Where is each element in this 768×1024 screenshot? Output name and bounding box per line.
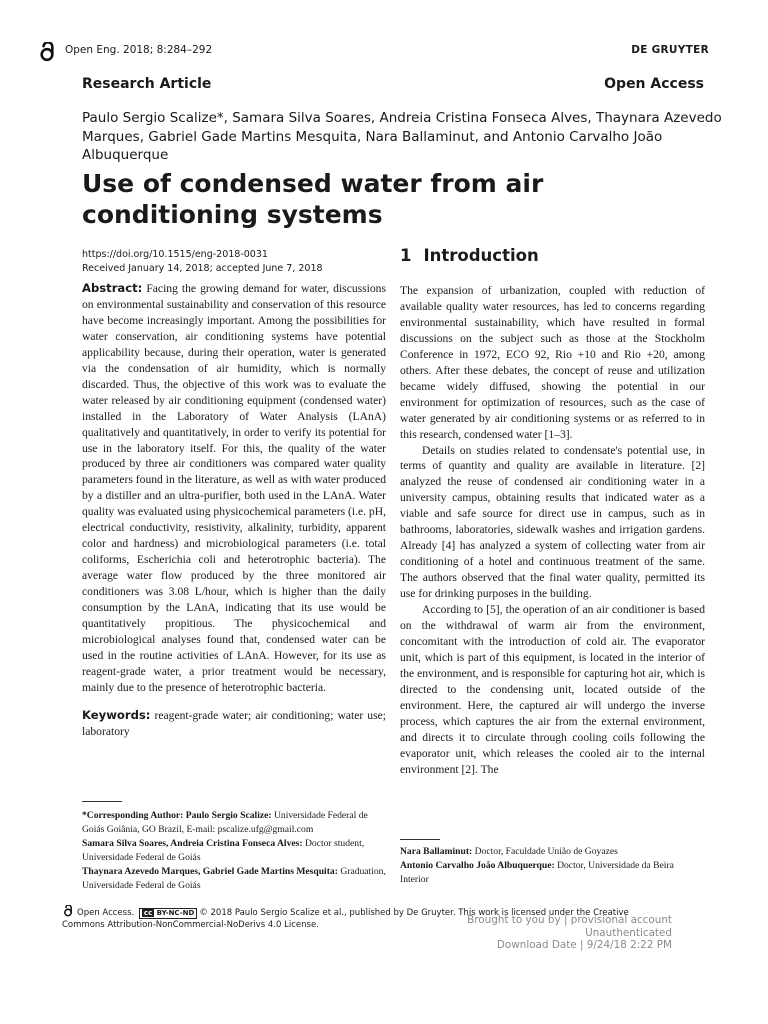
footnote <box>82 809 386 837</box>
footnote-affiliation: Graduation, Universidade Federal de Goiás <box>82 866 386 891</box>
footnotes-left <box>82 809 386 893</box>
open-access-icon <box>37 42 57 62</box>
open-access-text: Open Access. <box>77 908 135 918</box>
introduction-body <box>400 283 705 778</box>
received-dates: Received January 14, 2018; accepted June 7, 2018 <box>82 263 323 274</box>
watermark-line: Brought to you by | provisional account <box>467 914 672 926</box>
body-paragraph: The expansion of urbanization, coupled with reduction of available quality water resources, has led to concerns regarding environmental sustainability, which have resulted in formal discussions on the subject such as those at the Stockholm Conference in 1972, ECO 92, Rio +10 and Rio +20, among others. After these debates, the concept of reuse and utilization became widely diffused, showing the potential in our environment for optimization of resources, such as the case of water generated by air conditioning systems or as referred to in this research, condensed water [1–3]. <box>400 284 705 441</box>
footnote-author: Thaynara Azevedo Marques, Gabriel Gade Martins Mesquita: <box>82 866 338 877</box>
access-label: Open Access <box>604 76 704 92</box>
cc-icon: cc <box>143 909 153 917</box>
footnote-affiliation: Doctor, Faculdade União de Goyazes <box>472 846 618 857</box>
footnotes-right <box>400 845 705 887</box>
cc-badge-text: BY-NC-ND <box>156 909 195 917</box>
body-paragraph: According to [5], the operation of an air conditioner is based on the withdrawal of warm air from the environment, concomitant with the introduction of cold air. The evaporator unit, which is part of this equipment, is located in the interior of the environment, and is responsible for capturing hot air, which is directed to the condensing unit, located outside of the environment. Here, the captured air will undergo the inverse process, which captures the air from the external environment, and directs it to circulate through cooling coils following the evaporator unit, which releases the cooled air to the internal environment [2]. The <box>400 603 705 776</box>
keywords-label: Keywords: <box>82 707 151 722</box>
footnote-affiliation: Universidade Federal de Goiás Goiânia, GO Brazil, E-mail: pscalize.ufg@gmail.com <box>82 810 368 835</box>
article-title: Use of condensed water from air conditioning systems <box>82 169 544 229</box>
footnote-author: Samara Silva Soares, Andreia Cristina Fonseca Alves: <box>82 838 303 849</box>
download-watermark <box>467 914 672 952</box>
section-heading <box>400 246 539 265</box>
author-list: Paulo Sergio Scalize*, Samara Silva Soares, Andreia Cristina Fonseca Alves, Thaynara Azevedo Marques, Gabriel Gade Martins Mesquita, Nara Ballaminut, and Antonio Carvalho João Albuquerque <box>82 110 722 163</box>
footnote-author: Nara Ballaminut: <box>400 846 473 857</box>
body-paragraph: Details on studies related to condensate's potential use, in terms of quantity and quality are available in literature. [2] analyzed the reuse of condensed air conditioning water in a university campus, obtaining results that indicated water as a viable and safe source for direct use in campus, such as in bathrooms, laboratories, sidewalk washes and irrigation gardens. Already [4] has analyzed a system of collecting water from air conditioning of a hotel and continuous treatment of the same. The authors observed that the final water quality, permitted its use for drinking purposes in the building. <box>400 443 705 601</box>
footnote-affiliation: Doctor student, Universidade Federal de Goiás <box>82 838 365 863</box>
article-meta <box>82 248 323 276</box>
footnote <box>400 859 705 887</box>
publisher-name: DE GRUYTER <box>631 44 709 56</box>
section-title: Introduction <box>423 246 539 265</box>
abstract-text: Facing the growing demand for water, discussions on environmental sustainability and conservation of this resource have become increasingly important. Among the possibilities for water conservation, air conditioning systems have potential applicability because, during their operation, water is generated via the condensation of air humidity, which is normally discarded. Thus, the objective of this work was to evaluate the water released by air conditioning equipment (condensed water) installed in the Laboratory of Water Analysis (LAnA) qualitatively and quantitatively, in order to verify its potential for use in the laboratory itself. For this, the quality of the water produced by three air conditioners was compared water quality parameters found in the literature, as well as with water produced by a distiller and an ultra-purifier, both used in the LAnA. Water quality was evaluated using physicochemical parameters (i.e. pH, electrical conductivity, resistivity, alkalinity, turbidity, apparent color and hardness) and microbiological parameters (i.e. total coliforms, Escherichia coli and heterotrophic bacteria). The average water flow produced by the three monitored air conditioners was 3.08 L/hour, which is higher than the daily consumption by the LAnA, indicating that its use would be quantitatively propitious. The physicochemical and microbiological analyses found that, condensed water can be used in the routine activities of LAnA. However, for its use as reagent-grade water, a prior treatment would be necessary, mainly due to the presence of heterotrophic bacteria. <box>82 282 386 694</box>
footnote <box>82 837 386 865</box>
footnote-author: Antonio Carvalho João Albuquerque: <box>400 860 555 871</box>
open-access-icon <box>62 905 74 917</box>
watermark-line: Unauthenticated <box>585 926 672 939</box>
footnote-divider <box>400 839 440 840</box>
abstract <box>82 281 386 696</box>
journal-header <box>37 40 709 64</box>
license-text: © 2018 Paulo Sergio Scalize et al., published by De Gruyter. This work is licensed under the Creative Commons Attribution-NonCommercial-NoDerivs 4.0 License. <box>62 908 629 930</box>
keywords-text: reagent-grade water; air conditioning; water use; laboratory <box>82 708 386 738</box>
footnote-affiliation: Doctor, Universidade da Beira Interior <box>400 860 674 885</box>
watermark-line: Download Date | 9/24/18 2:22 PM <box>496 939 672 952</box>
article-type: Research Article <box>82 76 212 92</box>
keywords <box>82 708 386 740</box>
footnote <box>82 865 386 893</box>
journal-citation: Open Eng. 2018; 8:284–292 <box>65 44 213 56</box>
section-number: 1 <box>400 246 412 265</box>
abstract-column <box>82 281 386 740</box>
footnote <box>400 845 705 859</box>
footnote-divider <box>82 801 122 802</box>
abstract-label: Abstract: <box>82 281 143 295</box>
footnote-author: *Corresponding Author: Paulo Sergio Scalize: <box>82 810 272 821</box>
doi-link[interactable]: https://doi.org/10.1515/eng-2018-0031 <box>82 249 268 260</box>
cc-license-badge[interactable] <box>139 908 197 919</box>
